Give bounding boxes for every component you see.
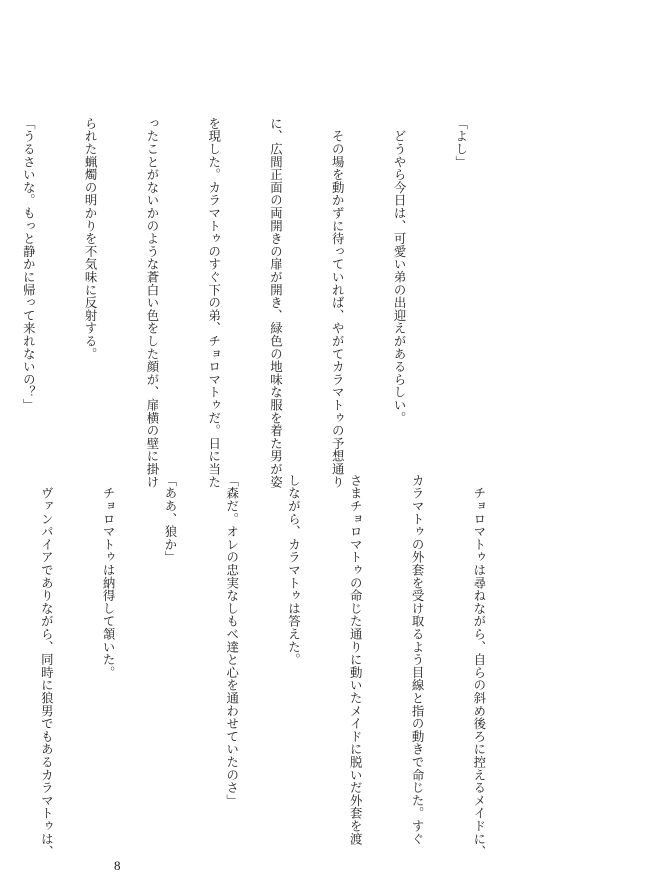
text-line: を現した。カラマトゥのすぐ下の弟、チョロマトゥだ。日に当た [206, 117, 222, 489]
text-line: られた蝋燭の明かりを不気味に反射する。 [83, 117, 99, 361]
text-line: 「よし」 [453, 117, 469, 169]
text-line: どうやら今日は、可愛い弟の出迎えがあるらしい。 [392, 117, 408, 425]
text-block-top [21, 117, 512, 489]
text-line: 「森だ。オレの忠実なしもべ達と心を通わせていたのさ」 [224, 474, 240, 807]
text-line: チョロマトゥは納得して頷いた。 [101, 474, 117, 679]
text-line: さまチョロマトゥの命じた通りに動いたメイドに脱いだ外套を渡 [348, 474, 364, 846]
text-line: しながら、カラマトゥは答えた。 [286, 474, 302, 666]
text-line: 「ああ、狼か」 [162, 474, 178, 564]
text-line: カラマトゥの外套を受け取るよう目線と指の動きで命じた。すぐ [410, 474, 426, 846]
page-number: 8 [114, 858, 121, 873]
text-line: ヴァンパイアでありながら、同時に狼男でもあるカラマトゥは、 [39, 474, 55, 858]
text-line: チョロマトゥは尋ねながら、自らの斜め後ろに控えるメイドに、 [471, 474, 487, 858]
text-line: ったことがないかのような蒼白い色をした顔が、扉横の壁に掛け [144, 117, 160, 489]
text-line: その場を動かずに待っていれば、やがてカラマトゥの予想通り [330, 117, 346, 489]
text-line: 「うるさいな。もっと静かに帰って来れないの？」 [21, 117, 37, 412]
text-block-bottom [39, 474, 530, 858]
text-line: に、広間正面の両開きの扉が開き、緑色の地味な服を着た男が姿 [268, 117, 284, 489]
